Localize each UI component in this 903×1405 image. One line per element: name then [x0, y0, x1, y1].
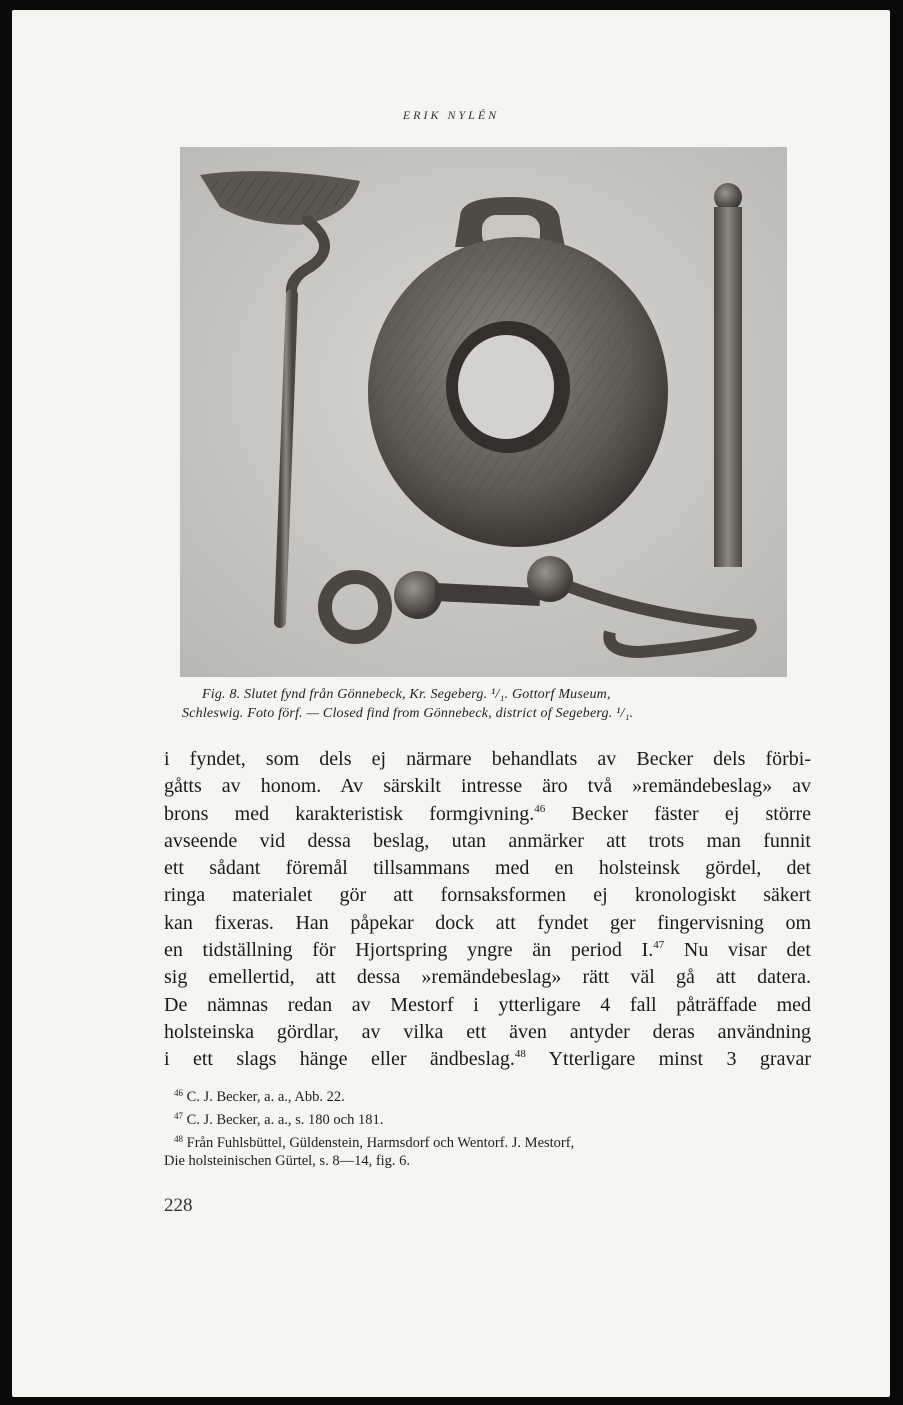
figure-photo — [180, 147, 787, 677]
caption-line: Fig. 8. Slutet fynd från Gönnebeck, Kr. Segeberg. ¹/₁. Gottorf Museum, — [202, 687, 611, 702]
running-head: ERIK NYLÉN — [402, 108, 500, 122]
text-line: i ett slags hänge eller ändbeslag.$^{48}$ Ytterligare minst 3 gravar — [164, 1048, 811, 1071]
bar-artifact — [714, 183, 742, 567]
text-line: ett sådant föremål tillsammans med en holsteinsk gördel, det — [164, 857, 811, 880]
footnote-ref: 48 — [514, 1048, 526, 1061]
text-line: De nämnas redan av Mestorf i ytterligare 4 fall påträffade med — [164, 993, 811, 1016]
footnote-ref: 47 — [653, 939, 665, 952]
text-line: holsteinska gördlar, av vilka ett även antyder deras användning — [164, 1020, 811, 1043]
text-line: i fyndet, som dels ej närmare behandlats av Becker dels förbi- — [164, 748, 811, 770]
footnote: $^{46}$ C. J. Becker, a. a., Abb. 22. — [174, 1088, 345, 1105]
text-line: kan fixeras. Han påpekar dock att fyndet ger fingervisning om — [164, 911, 811, 934]
figure-caption — [182, 685, 802, 723]
page-number: 228 — [164, 1195, 193, 1216]
footnote: Die holsteinischen Gürtel, s. 8—14, fig. 6. — [164, 1153, 411, 1169]
text-line: en tidställning för Hjortspring yngre än period I.$^{47}$ Nu visar det — [164, 939, 811, 962]
text-line: sig emellertid, att dessa »remändebeslag» rätt väl gå att datera. — [164, 966, 811, 989]
footnote: $^{47}$ C. J. Becker, a. a., s. 180 och 181. — [174, 1111, 384, 1128]
footnote: $^{48}$ Från Fuhlsbüttel, Güldenstein, Harmsdorf och Wentorf. J. Mestorf, — [174, 1134, 575, 1151]
book-page — [12, 10, 890, 1397]
text-line: brons med karakteristisk formgivning.$^{46}$ Becker fäster ej större — [164, 802, 811, 825]
text-line: gåtts av honom. Av särskilt intresse äro två »remändebeslag» av — [164, 775, 811, 798]
body-text — [164, 746, 811, 1074]
footnote-ref: 46 — [534, 802, 546, 815]
text-line: avseende vid dessa beslag, utan anmärker att trots man funnit — [164, 829, 811, 852]
text-line: ringa materialet gör att fornsaksformen ej kronologiskt säkert — [164, 884, 811, 907]
caption-line: Schleswig. Foto förf. — Closed find from Gönnebeck, district of Segeberg. ¹/₁. — [182, 706, 634, 721]
